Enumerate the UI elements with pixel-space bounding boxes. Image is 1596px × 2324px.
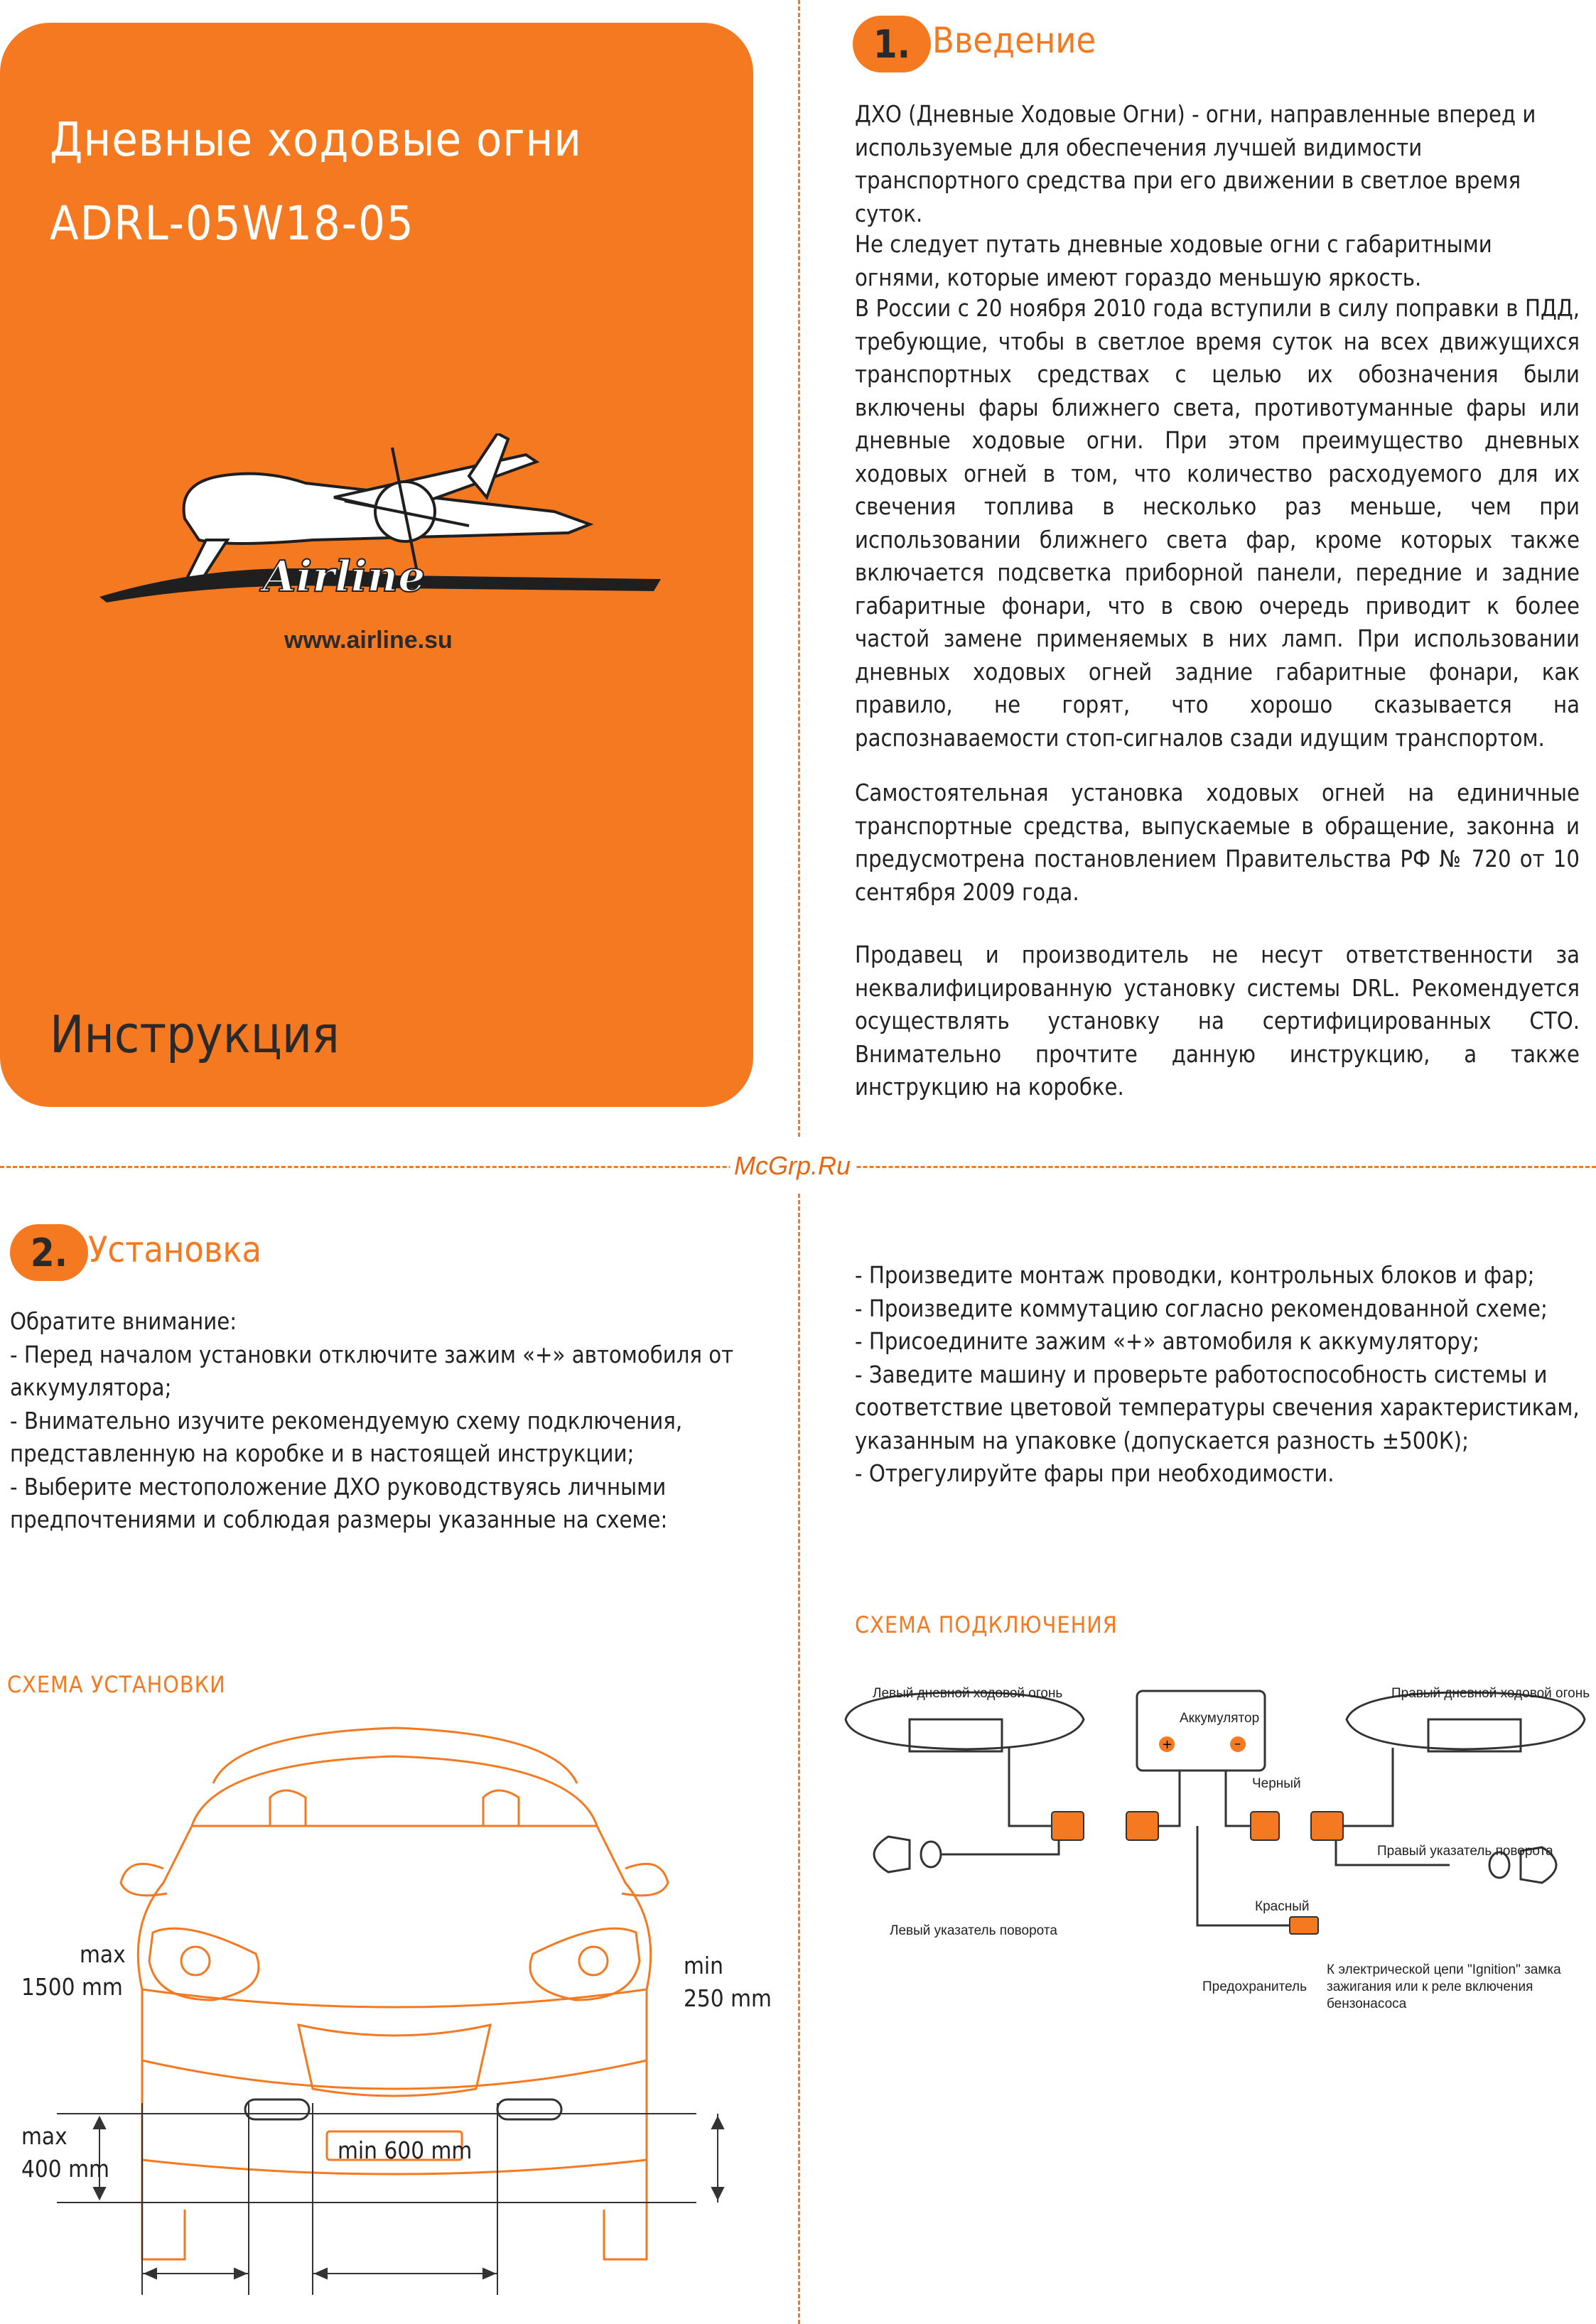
website[interactable]: www.airline.su <box>284 627 453 654</box>
watermark: McGrp.Ru <box>730 1151 855 1181</box>
install-right-line: - Произведите монтаж проводки, контрольных блоков и фар; <box>855 1262 1535 1289</box>
label-ignition-line: зажигания или к реле включения <box>1327 1979 1533 1994</box>
install-left-line: - Внимательно изучите рекомендуемую схему подключения, <box>10 1407 683 1434</box>
label-left-turn: Левый указатель поворота <box>890 1923 1057 1938</box>
cover-footer: Инструкция <box>50 1005 340 1064</box>
intro-p5: Продавец и производитель не несут ответственности за неквалифицированную установку системы DRL. Рекомендуется осуществлять установку на сертифицированных СТО. Внимательно прочтите данную инструкцию, а также инструкцию на коробке. <box>855 941 1580 1101</box>
dim-400mm: 400 mm <box>21 2155 109 2183</box>
install-left-line: аккумулятора; <box>10 1374 172 1401</box>
label-ignition-line: К электрической цепи "Ignition" замка <box>1327 1962 1561 1977</box>
section-2-title: Установка <box>88 1229 262 1270</box>
label-right-drl: Правый дневной ходовой огонь <box>1391 1686 1590 1701</box>
intro-p1: ДХО (Дневные Ходовые Огни) - огни, направленные вперед и используемые для обеспечения лучшей видимости транспортного средства при его движении в светлое время суток. <box>855 101 1536 227</box>
fold-line-vertical-top <box>798 0 800 1137</box>
label-ignition-line: бензонасоса <box>1327 1996 1407 2011</box>
cover-model: ADRL-05W18-05 <box>50 196 415 251</box>
install-left-line: - Выберите местоположение ДХО руководствуясь личными <box>10 1473 667 1501</box>
dim-1500mm: 1500 mm <box>21 1973 123 2001</box>
label-right-turn: Правый указатель поворота <box>1377 1844 1553 1859</box>
install-right-line: - Заведите машину и проверьте работоспособность системы и <box>855 1361 1548 1388</box>
intro-p2: Не следует путать дневные ходовые огни с габаритными огнями, которые имеют гораздо меньшую яркость. <box>855 231 1492 291</box>
label-left-drl: Левый дневной ходовой огонь <box>873 1686 1063 1701</box>
install-right-line: указанным на упаковке (допускается разность ±500К); <box>855 1427 1469 1454</box>
airline-logo <box>99 433 661 618</box>
dim-max-label: max <box>80 1940 126 1968</box>
section-1-number: 1. <box>853 16 931 72</box>
install-scheme-title: СХЕМА УСТАНОВКИ <box>7 1671 226 1698</box>
logo-wordmark: Airline <box>263 552 426 602</box>
label-ignition <box>1327 1962 1561 2013</box>
label-battery: Аккумулятор <box>1180 1711 1260 1726</box>
intro-p4: Самостоятельная установка ходовых огней на единичные транспортные средства, выпускаемые в обращение, законна и предусмотрена постановлением Правительства РФ № 720 от 10 сентября 2009 года. <box>855 779 1580 906</box>
install-right-line: - Присоедините зажим «+» автомобиля к аккумулятору; <box>855 1328 1480 1355</box>
install-left-line: предпочтениями и соблюдая размеры указанные на схеме: <box>10 1506 668 1533</box>
section-1-title: Введение <box>932 20 1096 61</box>
label-fuse: Предохранитель <box>1202 1979 1307 1994</box>
install-left-line: - Перед началом установки отключите зажим «+» автомобиля от <box>10 1341 734 1368</box>
cover-title: Дневные ходовые огни <box>50 112 582 167</box>
install-left-list <box>10 1305 777 1537</box>
dim-max-label-2: max <box>21 2122 68 2150</box>
label-red-wire: Красный <box>1255 1899 1310 1914</box>
right-drl-lamp <box>497 2099 561 2119</box>
dim-250mm: 250 mm <box>684 1984 772 2012</box>
dim-min-label: min <box>684 1952 723 1979</box>
section-2-number: 2. <box>10 1224 88 1281</box>
svg-text:+: + <box>1162 1737 1173 1752</box>
install-right-line: соответствие цветовой температуры свечения характеристикам, <box>855 1394 1580 1421</box>
install-left-line: Обратите внимание: <box>10 1308 237 1335</box>
wiring-diagram <box>839 1677 1592 2075</box>
install-right-list <box>855 1259 1587 1491</box>
dim-600mm: min 600 mm <box>338 2136 473 2164</box>
install-left-line: представленную на коробке и в настоящей инструкции; <box>10 1440 635 1467</box>
fold-line-vertical-bottom <box>798 1194 800 2324</box>
install-right-line: - Отрегулируйте фары при необходимости. <box>855 1460 1335 1487</box>
car-front-diagram <box>0 1719 782 2302</box>
left-drl-lamp <box>245 2099 309 2119</box>
label-black-wire: Черный <box>1252 1776 1301 1791</box>
intro-p3: В России с 20 ноября 2010 года вступили в силу поправки в ПДД, требующие, чтобы в светлое время суток на всех движущихся транспортных средствах с целью их обозначения были включены фары ближнего света, противотуманные фары или дневные ходовые огни. При этом преимущество дневных ходовых огней в том, что количество расходуемого для их свечения топлива в несколько раз меньше, чем при использовании ближнего света фар, кроме которых также включается подсветка приборной панели, передние и задние габаритные фонари, что в свою очередь приводит к более частой замене применяемых в них ламп. При использовании дневных ходовых огней задние габаритные фонари, как правило, не горят, что хорошо сказывается на распознаваемости стоп-сигналов сзади идущим транспортом. <box>855 295 1580 752</box>
install-right-line: - Произведите коммутацию согласно рекомендованной схеме; <box>855 1295 1548 1322</box>
wiring-scheme-title: СХЕМА ПОДКЛЮЧЕНИЯ <box>855 1611 1118 1638</box>
svg-text:–: – <box>1234 1736 1241 1751</box>
